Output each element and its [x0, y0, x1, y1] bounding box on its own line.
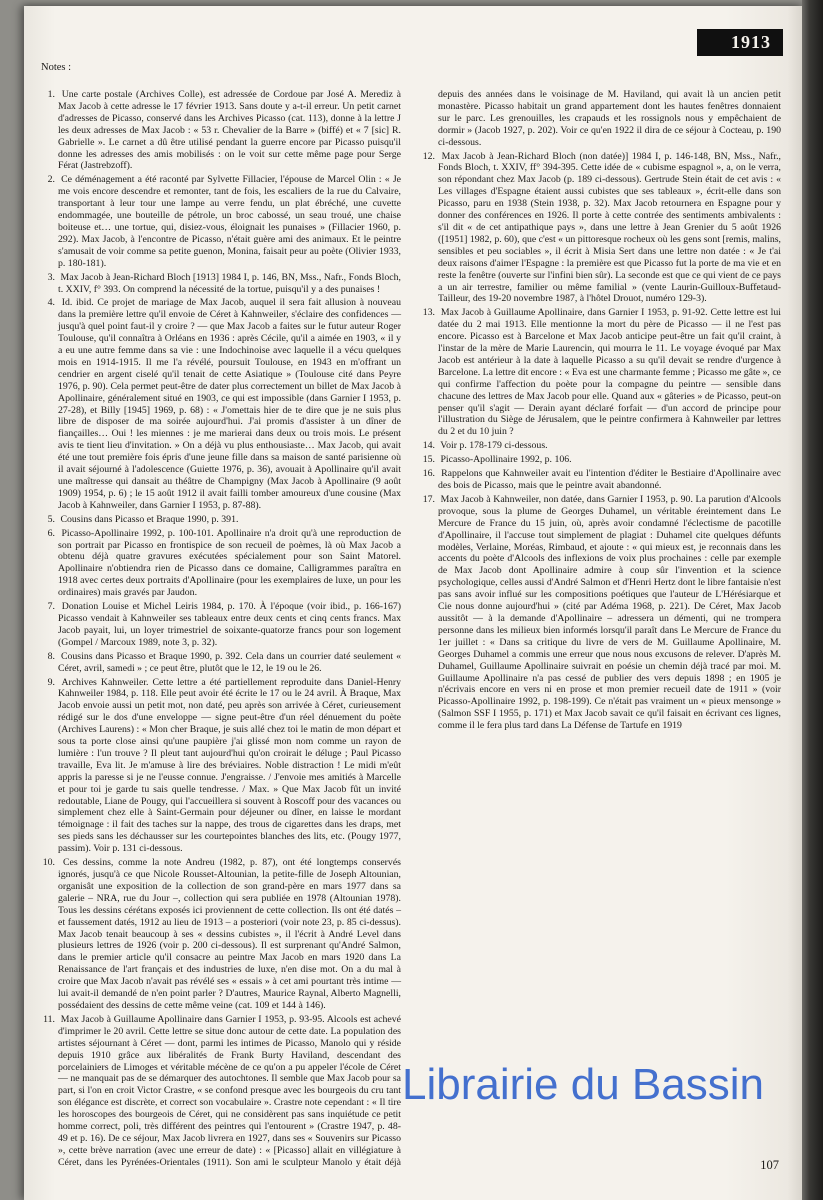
note-text: Donation Louise et Michel Leiris 1984, p. 170. À l'époque (voir ibid., p. 166-167) Picasso vendait à Kahnweiler ses tableaux entre deux cents et cinq cents francs. Max Jacob payait, lui, un loyer trimestriel de soixante-quatorze francs pour son logement (Gompel / Marcoux 1989, note 3, p. 32). [58, 601, 401, 648]
note-item [421, 468, 781, 492]
note-text: Une carte postale (Archives Colle), est adressée de Cordoue par José A. Merediz à Max Jacob à cette adresse le 17 février 1913. Sans doute y a-t-il erreur. Un petit carnet d'adresses de Picasso, conservé dans les Archives Picasso (cat. 113), donne à la lettre J les deux adresses de Max Jacob : « 53 r. Chevalier de la Barre » (biffé) et « 7 [sic] R. Gabrielle ». Le carnet a dû être utilisé pendant la guerre encore par Picasso puisqu'il donne les adresses des amis mobilisés : on le voit sur cette même page pour Serge Férat (Jastrebzoff). [58, 89, 401, 172]
note-text: Voir p. 178-179 ci-dessous. [438, 440, 548, 452]
note-number: 13. [422, 307, 435, 319]
note-text: Cousins dans Picasso et Braque 1990, p. 391. [58, 513, 239, 525]
note-item [421, 307, 781, 438]
note-number: 11. [43, 1013, 55, 1025]
note-number: 2. [47, 174, 55, 186]
note-item [421, 440, 781, 452]
note-item [41, 89, 401, 172]
page-edge-shadow [802, 0, 823, 1200]
note-number: 5. [47, 513, 55, 525]
note-text: Cousins dans Picasso et Braque 1990, p. 392. Cela dans un courrier daté seulement « Céret, avril, samedi » ; ce peut être, plutôt que le 12, le 19 ou le 26. [58, 650, 401, 674]
notes-columns [41, 89, 781, 1171]
note-number: 10. [42, 857, 55, 869]
notes-heading: Notes : [41, 62, 72, 73]
note-number: 14. [422, 440, 435, 452]
watermark: Librairie du Bassin [402, 1060, 764, 1109]
page-content [24, 6, 803, 1171]
note-text: Max Jacob à Jean-Richard Bloch (non datée)] 1984 I, p. 146-148, BN, Mss., Nafr., Fonds Bloch, t. XXIV, ff° 394-395. Cette idée de « cubisme espagnol », a, on le verra, son répondant chez Max Jacob (p. 189 ci-dessous). Gertrude Stein était de cet avis : « Les villages d'Espagne étaient aussi cubistes que ses tableaux », écrit-elle dans son Picasso, paru en 1938 (Stein 1938, p. 32). Max Jacob retournera en Espagne pour y donner des conférences en 1926. Il porte à cette contrée des sentiments ambivalents : s'il dit « de cet antipathique pays », dans une lettre à Jean Grenier du 5 août 1926 ([1951] 1982, p. 60), que c'est « un pittoresque rocheux où les gens sont [remis, malins, sensibles et peu sociables », il écrit à Misia Sert dans une lettre non datée : « Je t'ai deux raisons d'aimer l'Espagne : la première est que Picasso fut la porte de ma vie et en reste la fenêtre (ouverte sur l'infini bien sûr). La seconde est que ce qui vient de ce pays a un air terrestre, familier ou même familial » (vente Laurin-Guilloux-Buffetaud-Tailleur, des 19-20 novembre 1987, à l'hôtel Drouot, numéro 129-3). [438, 150, 781, 305]
note-item [41, 528, 401, 599]
note-item [41, 272, 401, 296]
note-number: 8. [47, 650, 55, 662]
note-item [41, 651, 401, 675]
book-page [24, 6, 803, 1200]
note-number: 1. [47, 89, 55, 100]
note-number: 4. [47, 297, 55, 309]
note-number: 3. [47, 271, 55, 283]
note-text: Max Jacob à Jean-Richard Bloch [1913] 1984 I, p. 146, BN, Mss., Nafr., Fonds Bloch, t. XXIV, f° 393. On comprend la nécessité de la tortue, puisqu'il y a des punaises ! [58, 271, 401, 295]
note-text: Rappelons que Kahnweiler avait eu l'intention d'éditer le Bestiaire d'Apollinaire avec des bois de Picasso, mais que le peintre avait abandonné. [438, 468, 781, 491]
note-number: 6. [47, 527, 55, 539]
page-number: 107 [760, 1158, 779, 1172]
note-text: Max Jacob à Guillaume Apollinaire, dans Garnier I 1953, p. 91-92. Cette lettre est lui datée du 2 mai 1913. Elle mentionne la mort du père de Picasso — il ne l'est pas encore. Picasso est à Barcelone et Max Jacob anticipe peut-être un fait qu'il craint, à l'instar de la mère de Marie Laurencin, qui mourra le 11. Le voyage évoqué par Max Jacob est antérieur à la date à laquelle Picasso a su qu'il devait se rendre d'urgence à Barcelone. La lettre dit encore : « Eva est une charmante femme ; Picasso me gâte », ce qui confirme l'affection du poète pour la compagne du peintre — sensible dans chacune des lettres de Max Jacob pour elle. Quand aux « gâteries » de Picasso, peut-on penser qu'il s'agit — Derain ayant déclaré forfait — d'un accord de principe pour l'illustration du Siège de Jérusalem, que le peintre confirmera à Kahnweiler par lettres du 2 et du 10 juin ? [438, 307, 781, 438]
note-number: 7. [47, 601, 55, 613]
note-item [421, 454, 781, 466]
note-text: Ce déménagement a été raconté par Sylvette Fillacier, l'épouse de Marcel Olin : « Je me vois encore descendre et remonter, tant de fois, les escaliers de la rue du Calvaire, transportant à leur tour une lampe au verre fendu, un plat ébréché, une cuvette endommagée, une bouteille de pétrole, un broc cabossé, un seau troué, une chaise boiteuse et… une tortue, qui, disiez-vous, éloignait les punaises » (Fillacier 1960, p. 292). Max Jacob, à l'encontre de Picasso, n'était guère ami des animaux. Et le peintre s'amusait de voir comme sa petite guenon, Monina, faisait peur au poète (Olivier 1933, p. 180-181). [58, 174, 401, 269]
note-text: Max Jacob à Kahnweiler, non datée, dans Garnier I 1953, p. 90. La parution d'Alcools provoque, sous la plume de Georges Duhamel, un véritable éreintement dans Le Mercure de France du 15 juin, où, après avoir condamné l'éclectisme de pacotille d'Apollinaire, il l'accuse tout simplement de plagiat : Duhamel cite quelques défunts modèles, Verlaine, Moréas, Rimbaud, et ajoute : « qui mieux est, je reconnais dans les accents du poète d'Alcools des inflexions de voix plus prochaines : celle par exemple de Max Jacob dont Apollinaire admire à coup sûr l'invention et la science psychologique, celles aussi d'André Salmon et d'Henri Hertz dont le libre fantaisie n'est pas sans avoir influé sur les compositions poétiques que l'auteur de L'Hérésiarque et Cie nous donne aujourd'hui » (cité par Adéma 1968, p. 221). De Céret, Max Jacob aussitôt — à la demande d'Apollinaire – adressera un démenti, qui ne trompera personne dans les milieux bien informés lorsqu'il paraît dans Le Mercure de France du 1er juillet : « Dans sa critique du livre de vers de M. Guillaume Apollinaire, M. Georges Duhamel a commis une erreur que nous nous excusons de relever. D'après M. Duhamel, Guillaume Apollinaire suivrait en poésie un chemin déjà tracé par moi. M. Guillaume Apollinaire n'a pas cessé de publier des vers depuis 1898 ; en 1905 je n'écrivais encore en vers ni en prose et mon premier recueil date de 1911 » (voir Picasso-Apollinaire 1992, p. 198-199). Ce n'était pas vraiment un « pieux mensonge » (Salmon SSF I 1955, p. 171) et Max Jacob savait ce qu'il faisait en écrivant ces lignes, comme il le fera plus tard dans La Défense de Tartufe en 1919 [438, 493, 781, 732]
note-item [41, 174, 401, 269]
note-item [41, 601, 401, 649]
note-number: 17. [422, 493, 435, 505]
note-number: 12. [422, 150, 435, 162]
note-item [421, 151, 781, 306]
note-item [41, 514, 401, 526]
note-number: 16. [422, 468, 435, 480]
note-item [421, 494, 781, 732]
note-item [41, 677, 401, 856]
year-tab: 1913 [697, 29, 783, 56]
note-text: Picasso-Apollinaire 1992, p. 106. [438, 454, 572, 466]
note-number: 9. [47, 676, 55, 688]
note-item [41, 857, 401, 1012]
note-text: Archives Kahnweiler. Cette lettre a été partiellement reproduite dans Daniel-Henry Kahnweiler 1984, p. 118. Elle peut avoir été écrite le 17 ou le 24 avril. À Braque, Max Jacob envoie aussi un petit mot, non daté, peu après son arrivée à Céret, curieusement rédigé sur le dos d'une enveloppe — signe peut-être d'un réel dénuement du poète (Archives Laurens) : « Mon cher Braque, je suis allé chez toi le matin de mon départ et sous ta porte close ainsi qu'une paupière j'ai glissé mon nom comme un rayon de lumière : l'un trouve ? Il pleut tant aujourd'hui qu'on croirait le déluge ; Paul Picasso travaille, Eva lit. Je m'amuse à lire des bréviaires. Noble distraction ! Le midi m'eût appris la paresse si je ne l'eusse connue. J'engraisse. / J'envoie mes amitiés à Marcelle et pour toi je garde tu sais quelle tendresse. / Max. » Que Max Jacob fût un invité redoutable, Liane de Pougy, qui l'accueillera si souvent à Roscoff pour des vacances ou simplement chez elle à Saint-Germain pour déjeuner ou dîner, en laisse le mordant témoignage : il fait des taches sur la nappe, des trous de cigarettes dans les draps, met ses pieds sans les déchausser sur les courtepointes blanches des lits, etc. (Pougy 1977, passim). Voir p. 131 ci-dessous. [58, 676, 401, 855]
note-number: 15. [422, 454, 435, 466]
note-text: Picasso-Apollinaire 1992, p. 100-101. Apollinaire n'a droit qu'à une reproduction de son portrait par Picasso en frontispice de son recueil de poèmes, là où Max Jacob a obtenu déjà quatre gravures exécutées spécialement pour son Saint Matorel. Apollinaire n'obtiendra rien de Picasso dans ce domaine, Calligrammes paraîtra en 1918 avec certes deux portraits d'Apollinaire (pour les exemplaires de luxe, un pour les ordinaires) mais gravés par Jaudon. [58, 527, 401, 599]
note-text: Max Jacob à Guillaume Apollinaire dans Garnier I 1953, p. 93-95. Alcools est achevé d'imprimer le 20 avril. Cette lettre se situe donc autour de cette date. La population des artistes séjournant à Céret — dont, parmi les intimes de Picasso, Manolo qui y réside depuis 1910 grâce aux libéralités de Frank Burty Haviland, descendant des porcelainiers de Limoges et véritable mécène de ce qu'on a pu appeler l'école de Céret — ne manquait pas de se démarquer des autochtones. Il semble que Max Jacob pour sa part, si l'on en croit Victor Crastre, « se confond presque avec les bourgeois du cru tant son élégance est discrète, et correct son vocabulaire ». Crastre note cependant : « Il tire les horoscopes des bourgeois de Céret, qui ne considèrent pas sans inquiétude ce petit homme correct, poli, très différent des peintres qui l'entourent » (Crastre 1947, p. 48-49 et p. 16). De ce séjour, Max Jacob livrera en 1927, dans ses « Souvenirs sur Picasso », cette brève narration (avec une erreur de date) : « [Picasso] allait en villégiature à Céret, dans les Pyrénées-Orientales (1911). Son ami le sculpteur Manolo y était déjà depuis des années dans le voisinage de M. Haviland, qui avait là un ancien petit monastère. Picasso habitait un grand appartement dont les hautes fenêtres donnaient sur le parc. Les grenouilles, les crapauds et les rossignols nous y empêchaient de dormir » (Jacob 1927, p. 202). Voir ce qu'en 1922 il dira de ce séjour à Cocteau, p. 190 ci-dessous. [58, 89, 781, 1168]
note-text: Ces dessins, comme la note Andreu (1982, p. 87), ont été longtemps conservés ignorés, jusqu'à ce que Nicole Rousset-Altounian, la petite-fille de Joseph Altounian, organisât une exposition de la collection de son grand-père en mars 1977 dans sa galerie – NRA, rue du Jour –, collection qui sera publiée en 1978 (Altounian 1978). Tous les dessins cérétans exposés ici proviennent de cette collection. Ils ont été datés – et faussement datés, 1912 au lieu de 1913 – a posteriori (voir note 23, p. 85 ci-dessus). Max Jacob tenait beaucoup à ses « dessins cubistes », il l'écrit à André Level dans plusieurs lettres de 1926 (voir p. 200 ci-dessous). Il est surprenant qu'André Salmon, dans le premier article qu'il consacre au peintre Max Jacob en mars 1920 dans La Renaissance de l'art français et des industries de luxe, n'en dise mot. On a du mal à croire que Max Jacob n'avait pas révélé ses « essais » à cet ami pourtant très intime — lui avait-il demandé de n'en point parler ? D'autres, Maurice Raynal, Alberto Magnelli, possédaient des dessins de cette même veine (cat. 109 et 144 à 146). [58, 857, 401, 1011]
note-text: Id. ibid. Ce projet de mariage de Max Jacob, auquel il sera fait allusion à nouveau dans la première lettre qu'il envoie de Céret à Kahnweiler, s'éclaire des confidences — jusqu'à quel point faut-il y croire ? — que Max Jacob a faites sur le futur auteur Roger Toulouse, qu'il connaîtra à Orléans en 1936 : après Cécile, qu'il a aimée en 1903, « il y a eu une autre femme dans sa vie : une Indochinoise avec laquelle il a vécu quelques mois en 1914-1915. Il me l'a révélé, poursuit Toulouse, en 1943 en m'offrant un cendrier en argent ciselé qu'il tenait de cette Asiatique » (Toulouse cité dans Peyre 1976, p. 90). Cela permet peut-être de dater plus correctement un billet de Max Jacob à Apollinaire, généralement situé en 1903, ce qui est impossible (dans Garnier I 1953, p. 27-28), et Billy [1945] 1969, p. 68) : « J'omettais hier de te dire que je ne suis plus libre de disposer de ma soirée aujourd'hui. J'ai promis d'assister à un dîner de fiançailles… Oui ! les miennes : je me marierai dans deux ou trois mois. Le présent avis te tient lieu d'invitation. » On a déjà vu plus enthousiaste… Max Jacob, qui avait été une tout première fois épris d'une jeune fille dans sa maison de santé parisienne où il avait séjourné à l'adolescence (Guiette 1976, p. 36), avouait à Apollinaire qu'il avait une maîtresse qui dansait au théâtre de Champigny (Max Jacob à Apollinaire (9 août 1909) 1954, p. 6) ; le 15 août 1912 il avait failli tomber amoureux d'une cousine (Max Jacob à Kahnweiler, dans Garnier I 1953, p. 87-88). [58, 297, 401, 511]
note-item [41, 297, 401, 511]
